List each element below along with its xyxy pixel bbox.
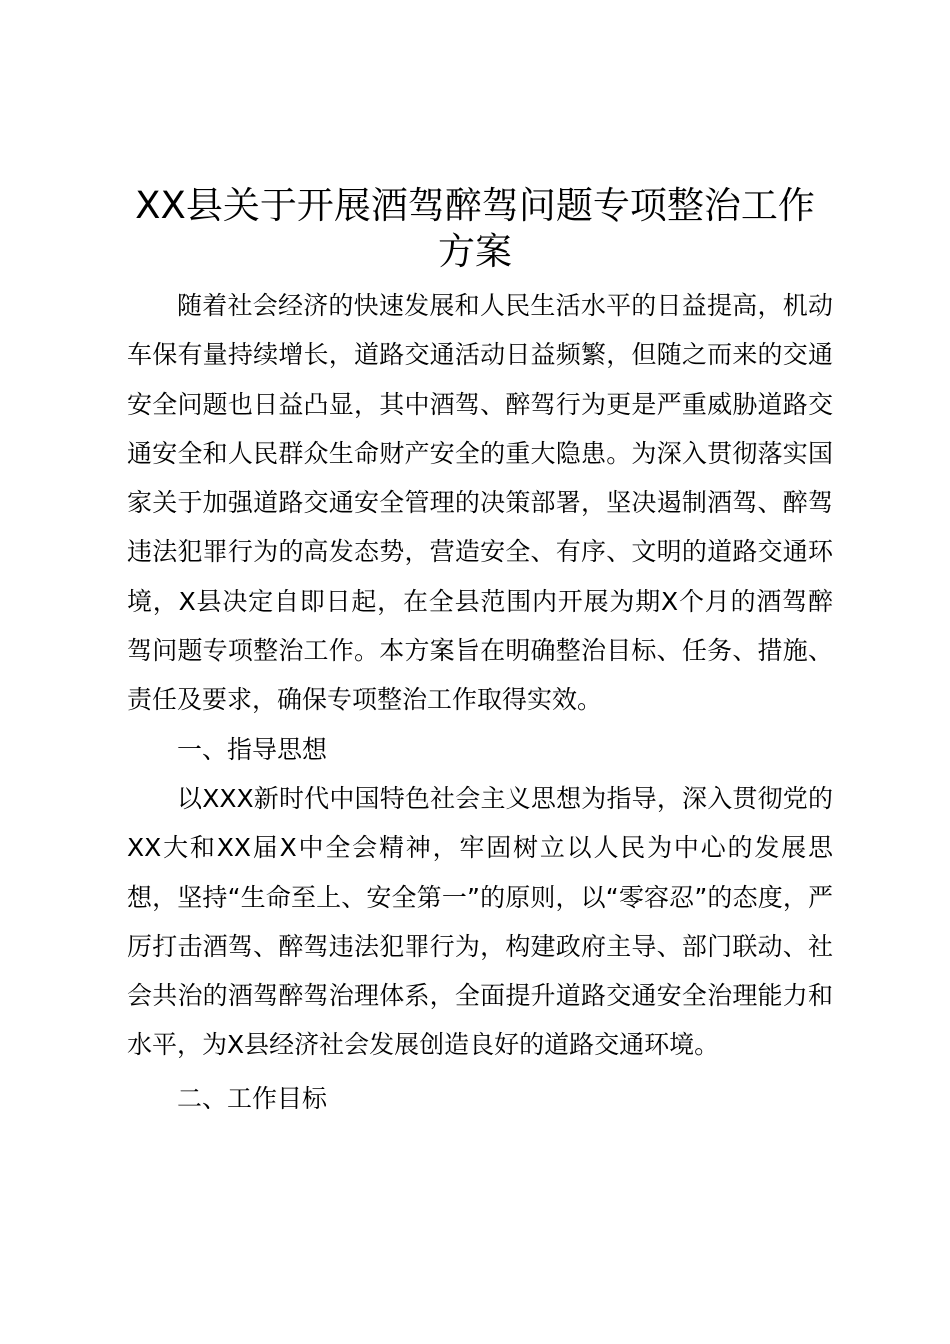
guiding-ideology-paragraph: 以XXX新时代中国特色社会主义思想为指导，深入贯彻党的XX大和XX届X中全会精神，牢固树立以人民为中心的发展思想，坚持“生命至上、安全第一”的原则，以“零容忍”的态度，严厉打击酒驾、醉驾违法犯罪行为，构建政府主导、部门联动、社会共治的酒驾醉驾治理体系，全面提升道路交通安全治理能力和水平，为X县经济社会发展创造良好的道路交通环境。: [127, 783, 833, 1060]
section-heading-work-goals: 二、工作目标: [177, 1083, 328, 1113]
section-heading-guiding-ideology: 一、指导思想: [177, 734, 328, 764]
document-title: XX县关于开展酒驾醉驾问题专项整治工作方案: [135, 184, 815, 273]
document-body: [127, 281, 833, 1123]
intro-paragraph: 随着社会经济的快速发展和人民生活水平的日益提高，机动车保有量持续增长，道路交通活动日益频繁，但随之而来的交通安全问题也日益凸显，其中酒驾、醉驾行为更是严重威胁道路交通安全和人民群众生命财产安全的重大隐患。为深入贯彻落实国家关于加强道路交通安全管理的决策部署，坚决遏制酒驾、醉驾违法犯罪行为的高发态势，营造安全、有序、文明的道路交通环境，X县决定自即日起，在全县范围内开展为期X个月的酒驾醉驾问题专项整治工作。本方案旨在明确整治目标、任务、措施、责任及要求，确保专项整治工作取得实效。: [127, 291, 833, 715]
